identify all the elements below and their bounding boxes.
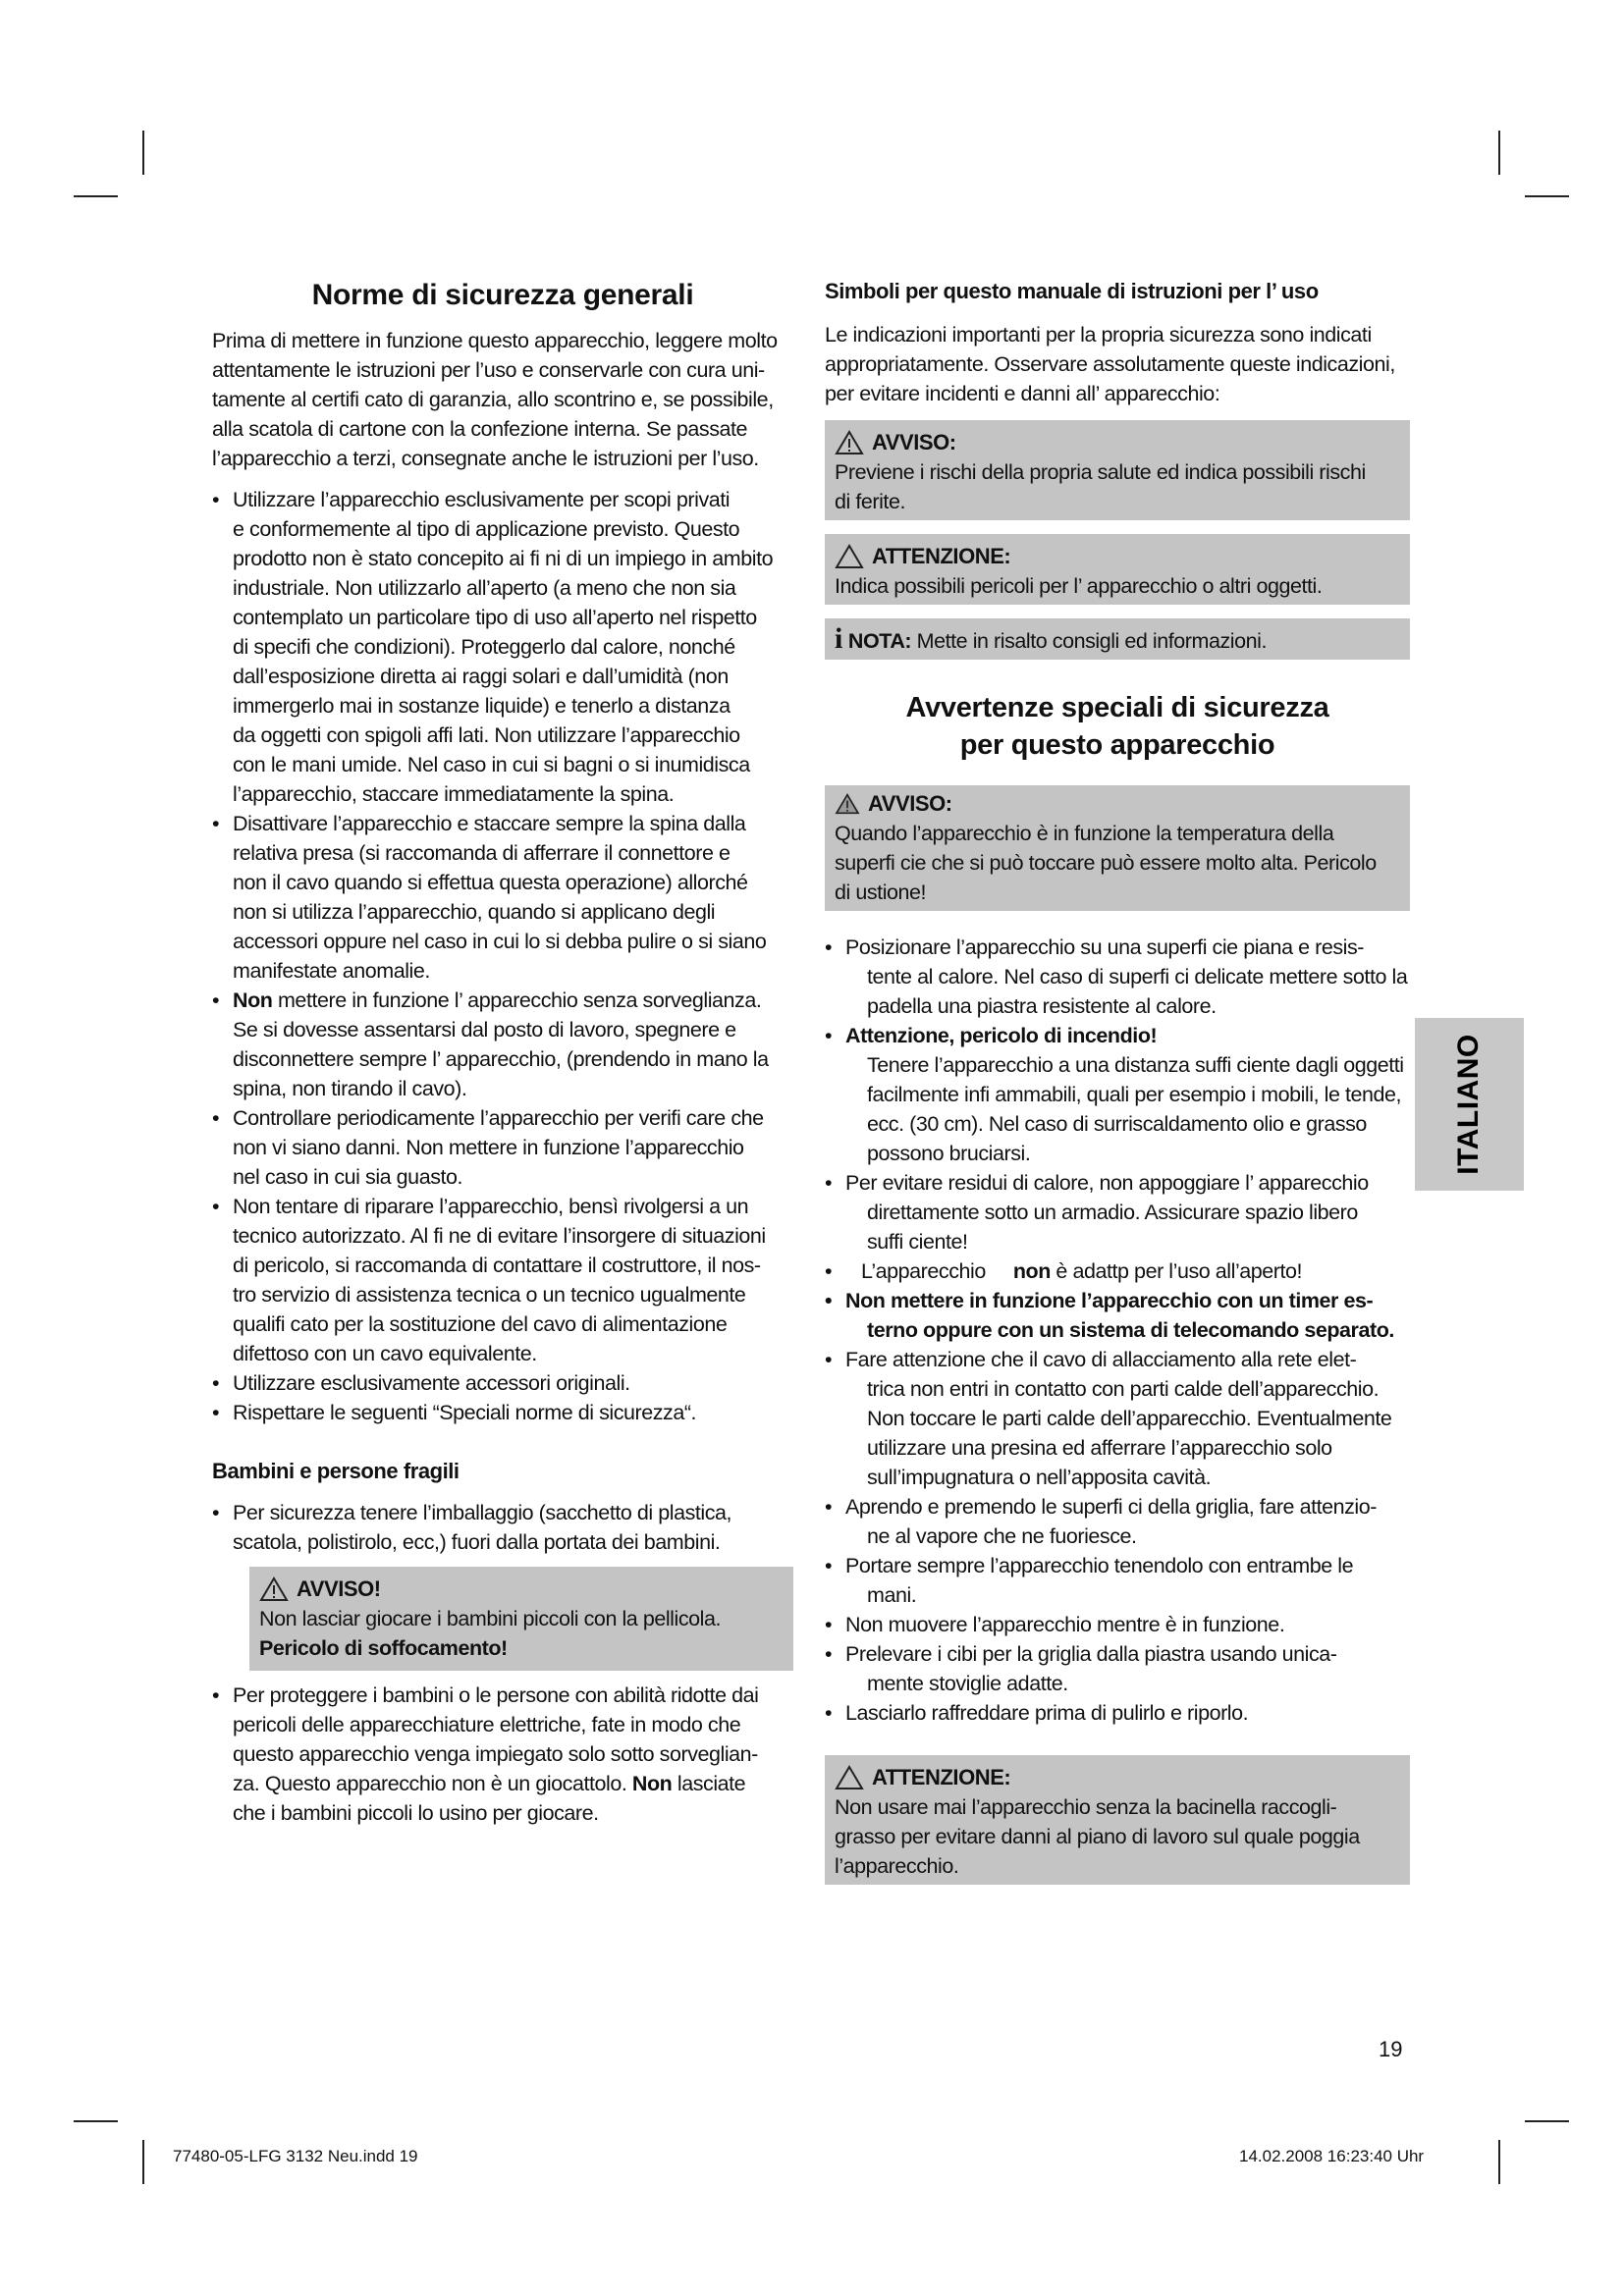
page-number: 19 [1379, 2037, 1403, 2061]
list-item: • Rispettare le seguenti “Speciali norme di sicurezza“. [212, 1398, 793, 1427]
warning-triangle-icon [835, 793, 860, 815]
warning-triangle-icon [835, 430, 864, 455]
list-item: • Lasciarlo raffreddare prima di pulirlo e riporlo. [825, 1698, 1410, 1728]
section-title: Norme di sicurezza generali [311, 279, 694, 311]
general-safety-list [212, 485, 793, 1427]
crop-mark [1525, 2120, 1569, 2122]
children-list [212, 1498, 793, 1557]
list-item: • Non tentare di riparare l’apparecchio, bensì rivolgersi a un tecnico autorizzato. Al fi ne di evitare l’insorgere di situazioni di pericolo, si raccomanda di contattare il costruttore, il nos- tro servizio di assistenza tecnica o un tecnico ugualmente qualifi cato per la sostituzione del cavo di alimentazione difettoso con un cavo equivalente. [212, 1192, 793, 1368]
attenzione2-box: ATTENZIONE: Non usare mai l’apparecchio senza la bacinella raccogli- grasso per evitare danni al piano di lavoro sul quale poggia l’apparecchio. [825, 1755, 1410, 1885]
list-item: • Non muovere l’apparecchio mentre è in funzione. [825, 1610, 1410, 1639]
children-heading: Bambini e persone fragili [212, 1459, 460, 1483]
crop-mark [74, 2120, 118, 2122]
right-column [825, 277, 1410, 1885]
special-safety-list [825, 933, 1410, 1728]
left-column [212, 277, 793, 1828]
symbols-heading: Simboli per questo manuale di istruzioni per l’ uso [825, 279, 1319, 303]
avviso2-box: AVVISO: Quando l’apparecchio è in funzione la temperatura della superfi cie che si può toccare può essere molto alta. Pericolo di ustione! [825, 785, 1410, 911]
list-item: • Per proteggere i bambini o le persone con abilità ridotte dai pericoli delle apparecchiature elettriche, fate in modo che questo apparecchio venga impiegato solo sotto sorveglian- za. Questo apparecchio non è un giocattolo. Non lasciate che i bambini piccoli lo usino per giocare. [212, 1681, 793, 1828]
footer-date: 14.02.2008 16:23:40 Uhr [1239, 2147, 1425, 2165]
list-item: • Utilizzare esclusivamente accessori originali. [212, 1368, 793, 1398]
list-item: • Per evitare residui di calore, non appoggiare l’ apparecchio direttamente sotto un armadio. Assicurare spazio libero suffi ciente! [825, 1168, 1410, 1256]
warning-triangle-icon [259, 1576, 289, 1602]
nota-box: i NOTA: Mette in risalto consigli ed informazioni. [825, 618, 1410, 660]
crop-mark [74, 195, 118, 197]
list-item: • Non mettere in funzione l’apparecchio con un timer es- terno oppure con un sistema di telecomando separato. [825, 1286, 1410, 1345]
attenzione-box: ATTENZIONE: Indica possibili pericoli per l’ apparecchio o altri oggetti. [825, 534, 1410, 605]
list-item: • Controllare periodicamente l’apparecchio per verifi care che non vi siano danni. Non mettere in funzione l’apparecchio nel caso in cui sia guasto. [212, 1103, 793, 1192]
list-item: • Disattivare l’apparecchio e staccare sempre la spina dalla relativa presa (si raccomanda di afferrare il connettore e non il cavo quando si effettua questa operazione) allorché non si utilizza l’apparecchio, quando si applicano degli accessori oppure nel caso in cui lo si debba pulire o si siano manifestate anomalie. [212, 809, 793, 986]
crop-mark [1498, 131, 1500, 175]
caution-triangle-icon [835, 1765, 864, 1790]
warning-box: AVVISO! Non lasciar giocare i bambini piccoli con la pellicola. Pericolo di soffocamento! [249, 1567, 793, 1671]
crop-mark [1498, 2140, 1500, 2184]
language-tab [1415, 1018, 1524, 1191]
list-item: • Portare sempre l’apparecchio tenendolo con entrambe le mani. [825, 1551, 1410, 1610]
crop-mark [1525, 195, 1569, 197]
symbols-intro: Le indicazioni importanti per la propria sicurezza sono indicati appropriatamente. Osservare assolutamente queste indicazioni, per evitare incidenti e danni all’ apparecchio: [825, 323, 1395, 405]
children-list-2 [212, 1681, 793, 1828]
list-item: • Utilizzare l’apparecchio esclusivamente per scopi privati e conformemente al tipo di applicazione previsto. Questo prodotto non è stato concepito ai fi ni di un impiego in ambito industriale. Non utilizzarlo all’aperto (a meno che non sia contemplato un particolare tipo di uso all’aperto nel rispetto di specifi che condizioni). Proteggerlo dal calore, nonché dall’esposizione diretta ai raggi solari e dall’umidità (non immergerlo mai in sostanze liquide) e tenerlo a distanza da oggetti con spigoli affi lati. Non utilizzare l’apparecchio con le mani umide. Nel caso in cui si bagni o si inumidisca l’apparecchio, staccare immediatamente la spina. [212, 485, 793, 809]
list-item: • L’apparecchio non è adattp per l’uso all’aperto! [825, 1256, 1410, 1286]
caution-triangle-icon [835, 544, 864, 569]
crop-mark [142, 2140, 144, 2184]
list-item: • Aprendo e premendo le superfi ci della griglia, fare attenzio- ne al vapore che ne fuoriesce. [825, 1492, 1410, 1551]
list-item: • Non mettere in funzione l’ apparecchio senza sorveglianza. Se si dovesse assentarsi dal posto di lavoro, spegnere e disconnettere sempre l’ apparecchio, (prendendo in mano la spina, non tirando il cavo). [212, 986, 793, 1103]
crop-mark [142, 131, 144, 175]
list-item: • Prelevare i cibi per la griglia dalla piastra usando unica- mente stoviglie adatte. [825, 1639, 1410, 1698]
special-title-line2: per questo apparecchio [959, 729, 1275, 761]
intro-paragraph: Prima di mettere in funzione questo apparecchio, leggere molto attentamente le istruzioni per l’uso e conservarle con cura uni- tamente al certifi cato di garanzia, allo scontrino e, se possibile, alla scatola di cartone con la confezione interna. Se passate l’apparecchio a terzi, consegnate anche le istruzioni per l’uso. [212, 329, 778, 470]
list-item: • Per sicurezza tenere l’imballaggio (sacchetto di plastica, scatola, polistirolo, ecc,) fuori dalla portata dei bambini. [212, 1498, 793, 1557]
info-icon: i [835, 622, 842, 655]
language-tab-label: ITALIANO [1452, 1034, 1485, 1175]
list-item: • Posizionare l’apparecchio su una superfi cie piana e resis- tente al calore. Nel caso di superfi ci delicate mettere sotto la padella una piastra resistente al calore. [825, 933, 1410, 1021]
list-item: • Attenzione, pericolo di incendio! Tenere l’apparecchio a una distanza suffi ciente dagli oggetti facilmente infi ammabili, quali per esempio i mobili, le tende, ecc. (30 cm). Nel caso di surriscaldamento olio e grasso possono bruciarsi. [825, 1021, 1410, 1168]
list-item: • Fare attenzione che il cavo di allacciamento alla rete elet- trica non entri in contatto con parti calde dell’apparecchio. Non toccare le parti calde dell’apparecchio. Eventualmente utilizzare una presina ed afferrare l’apparecchio solo sull’impugnatura o nell’apposita cavità. [825, 1345, 1410, 1492]
footer-file: 77480-05-LFG 3132 Neu.indd 19 [173, 2147, 418, 2165]
avviso-box: AVVISO: Previene i rischi della propria salute ed indica possibili rischi di ferite. [825, 420, 1410, 520]
special-title-line1: Avvertenze speciali di sicurezza [905, 692, 1329, 723]
